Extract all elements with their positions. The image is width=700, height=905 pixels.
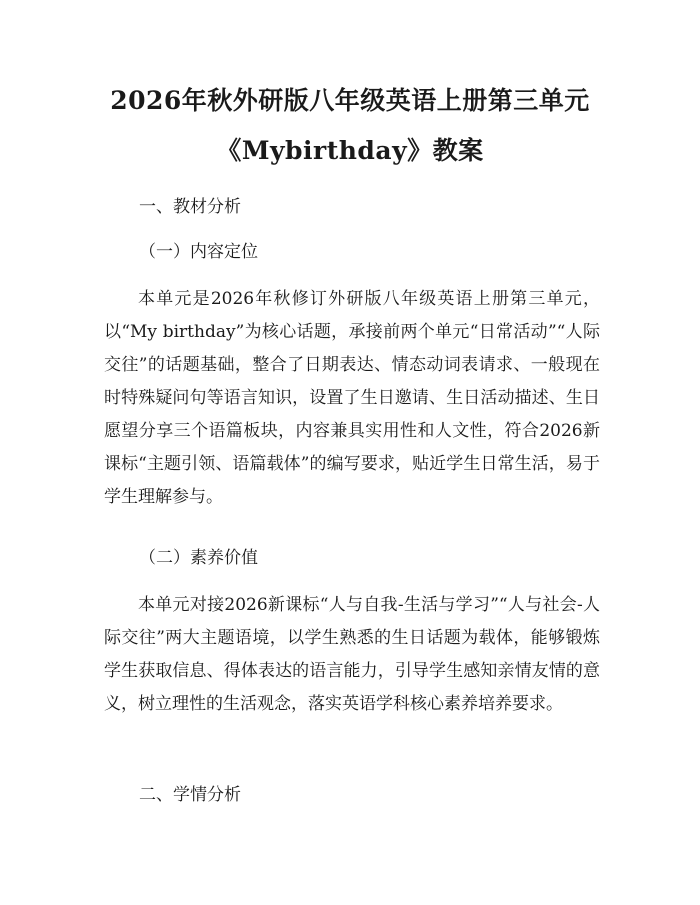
subsection-heading-literacy-value: （二）素养价值 xyxy=(139,548,258,568)
paragraph-literacy-value: 本单元对接2026新课标“人与自我-生活与学习”“人与社会-人际交往”两大主题语境，以学生熟悉的生日话题为载体，能够锻炼学生获取信息、得体表达的语言能力，引导学生感知亲情友情的意义，树立理性的生活观念，落实英语学科核心素养培养要求。 xyxy=(104,595,600,714)
document-title-line-1: 2026年秋外研版八年级英语上册第三单元 xyxy=(110,86,590,115)
section-heading-learner-analysis: 二、学情分析 xyxy=(139,785,241,805)
paragraph-content-positioning: 本单元是2026年秋修订外研版八年级英语上册第三单元，以“My birthday”为核心话题，承接前两个单元“日常活动”“人际交往”的话题基础，整合了日期表达、情态动词表请求、一般现在时特殊疑问句等语言知识，设置了生日邀请、生日活动描述、生日愿望分享三个语篇板块，内容兼具实用性和人文性，符合2026新课标“主题引领、语篇载体”的编写要求，贴近学生日常生活，易于学生理解参与。 xyxy=(104,289,600,507)
document-title-line-2: 《Mybirthday》教案 xyxy=(216,136,484,165)
subsection-heading-content-positioning: （一）内容定位 xyxy=(139,242,258,262)
section-heading-textbook-analysis: 一、教材分析 xyxy=(139,197,241,217)
